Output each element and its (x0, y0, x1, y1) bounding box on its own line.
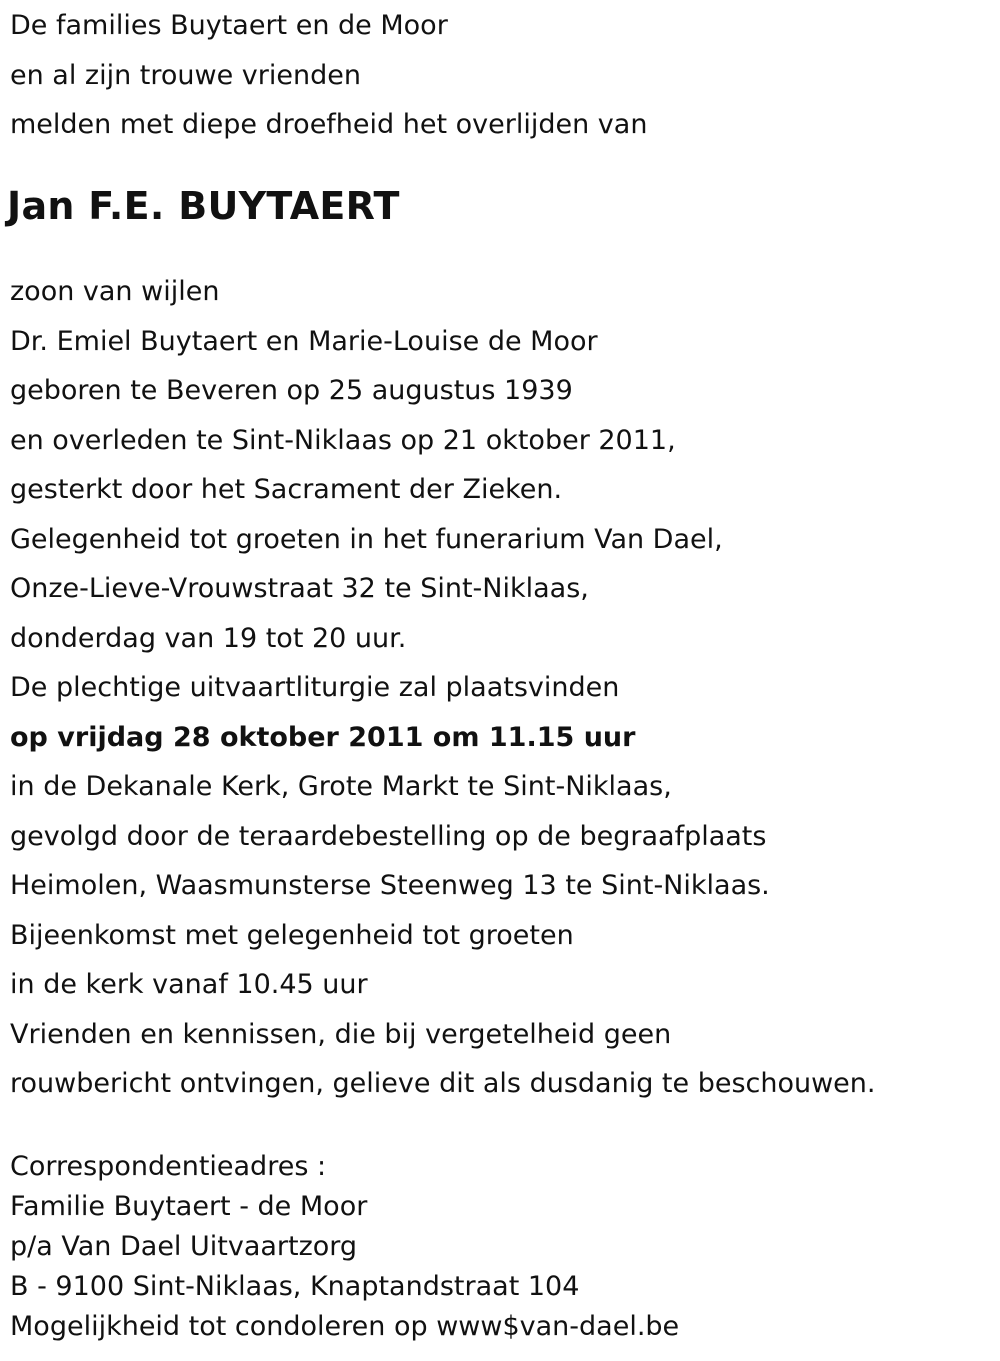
intro-line: De families Buytaert en de Moor (10, 10, 448, 41)
condolence-line: Mogelijkheid tot condoleren op www$van-dael.be (10, 1311, 680, 1342)
detail-line: geboren te Beveren op 25 augustus 1939 (10, 375, 573, 406)
detail-line: in de kerk vanaf 10.45 uur (10, 969, 368, 1000)
correspondence-address (10, 1147, 679, 1347)
announcement-intro (10, 6, 647, 155)
detail-line: in de Dekanale Kerk, Grote Markt te Sint-Niklaas, (10, 771, 672, 802)
announcement-details (10, 272, 876, 1114)
detail-line: De plechtige uitvaartliturgie zal plaatsvinden (10, 672, 620, 703)
detail-line: Gelegenheid tot groeten in het funerarium Van Dael, (10, 523, 723, 555)
detail-line: Vrienden en kennissen, die bij vergetelheid geen (10, 1018, 672, 1050)
detail-line: gevolgd door de teraardebestelling op de begraafplaats (10, 820, 767, 852)
detail-line: Heimolen, Waasmunsterse Steenweg 13 te Sint-Niklaas. (10, 870, 770, 901)
correspondence-line: Familie Buytaert - de Moor (10, 1191, 368, 1222)
detail-line: Onze-Lieve-Vrouwstraat 32 te Sint-Niklaas, (10, 573, 589, 604)
detail-line: Bijeenkomst met gelegenheid tot groeten (10, 919, 574, 951)
correspondence-line: p/a Van Dael Uitvaartzorg (10, 1231, 358, 1262)
detail-line: rouwbericht ontvingen, gelieve dit als dusdanig te beschouwen. (10, 1068, 876, 1099)
correspondence-heading: Correspondentieadres : (10, 1151, 327, 1182)
intro-line: en al zijn trouwe vrienden (10, 59, 361, 91)
detail-line: donderdag van 19 tot 20 uur. (10, 622, 407, 654)
detail-line: en overleden te Sint-Niklaas op 21 oktober 2011, (10, 424, 676, 456)
detail-line: gesterkt door het Sacrament der Zieken. (10, 474, 563, 505)
deceased-name: Jan F.E. BUYTAERT (7, 184, 400, 228)
correspondence-line: B - 9100 Sint-Niklaas, Knaptandstraat 104 (10, 1271, 580, 1302)
detail-line: Dr. Emiel Buytaert en Marie-Louise de Moor (10, 325, 598, 357)
funeral-date-line: op vrijdag 28 oktober 2011 om 11.15 uur (10, 721, 636, 753)
detail-line: zoon van wijlen (10, 276, 220, 307)
intro-line: melden met diepe droefheid het overlijden van (10, 109, 648, 140)
